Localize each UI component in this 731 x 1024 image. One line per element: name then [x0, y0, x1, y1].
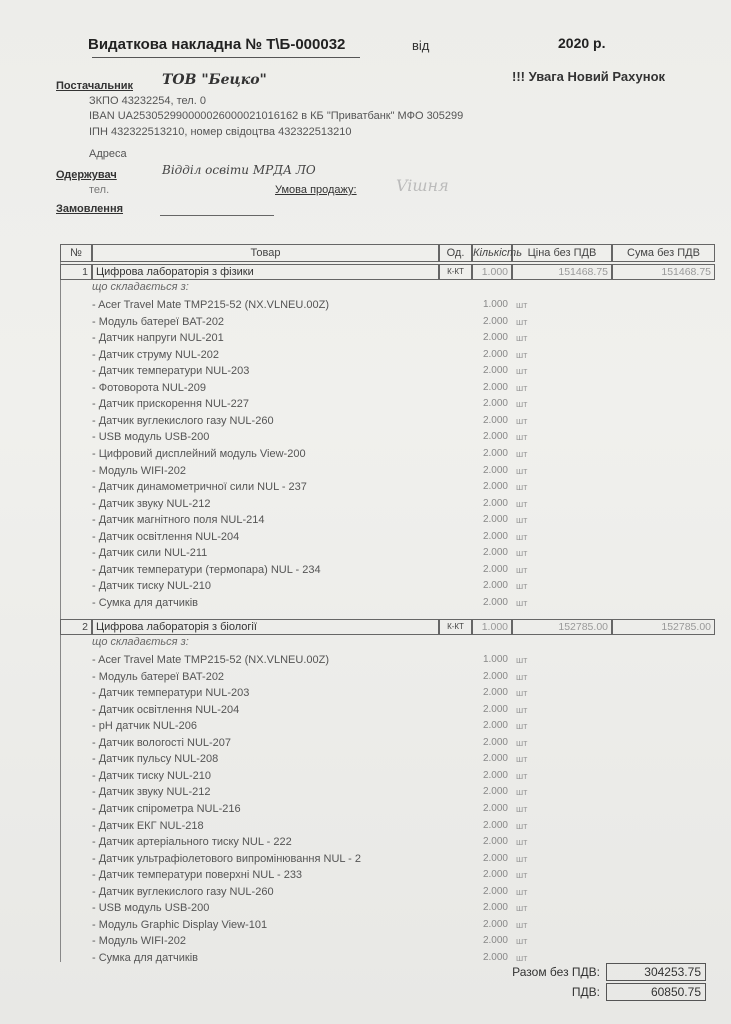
- order-label: Замовлення: [56, 203, 124, 215]
- list-item: - Датчик пульсу NUL-208: [92, 753, 219, 766]
- list-item: - Датчик температури NUL-203: [92, 365, 250, 378]
- item-unit: шт: [516, 655, 528, 665]
- item-unit: шт: [516, 349, 528, 360]
- invoice-title: Видаткова накладна № Т\Б-000032: [88, 36, 346, 53]
- header-sum: Сума без ПДВ: [612, 244, 715, 262]
- item-unit: шт: [516, 498, 528, 509]
- item-qty: 2.000: [482, 596, 508, 608]
- item-unit: шт: [516, 952, 528, 963]
- item-qty: 1.000: [482, 654, 508, 665]
- item-qty: 2.000: [482, 381, 508, 393]
- item-qty: 1.000: [482, 299, 508, 310]
- list-item: - Датчик температури (термопара) NUL - 234: [92, 563, 321, 576]
- list-item: - Датчик прискорення NUL-227: [92, 398, 250, 411]
- item-qty: 2.000: [482, 447, 508, 459]
- item-unit: шт: [516, 737, 528, 748]
- item-qty: 2.000: [482, 348, 508, 360]
- subtotal-value: 304253.75: [606, 963, 706, 981]
- item-unit: шт: [516, 837, 528, 848]
- notice-text: !!! Увага Новий Рахунок: [512, 69, 666, 84]
- item-qty: 2.000: [482, 869, 508, 881]
- item-qty: 2.000: [482, 497, 508, 509]
- row-num: 2: [60, 619, 92, 635]
- list-item: - Сумка для датчиків: [92, 951, 198, 964]
- row-price: 152785.00: [512, 619, 612, 635]
- item-unit: шт: [516, 919, 528, 930]
- item-unit: шт: [516, 448, 528, 459]
- item-unit: шт: [516, 531, 528, 542]
- list-item: - Датчик артеріального тиску NUL - 222: [92, 836, 292, 849]
- list-item: - USB модуль USB-200: [92, 902, 210, 915]
- item-unit: шт: [516, 465, 528, 476]
- item-qty: 2.000: [482, 687, 508, 699]
- list-item: - Модуль WIFI-202: [92, 935, 186, 948]
- item-qty: 2.000: [482, 918, 508, 930]
- item-unit: шт: [516, 382, 528, 393]
- header-qty: Кількість: [472, 244, 512, 262]
- row-product-name: Цифрова лабораторія з біології: [92, 619, 439, 635]
- supplier-iban: IBAN UA253052990000026000021016162 в КБ "Приватбанк" МФО 305299: [89, 110, 464, 122]
- list-item: - USB модуль USB-200: [92, 431, 210, 444]
- recipient-label: Одержувач: [56, 169, 117, 181]
- item-unit: шт: [516, 820, 528, 831]
- date-from-label: від: [412, 38, 430, 53]
- list-item: - Acer Travel Mate TMP215-52 (NX.VLNEU.00Z): [92, 299, 329, 311]
- list-item: - Модуль батереї BAT-202: [92, 315, 225, 328]
- item-unit: шт: [516, 548, 528, 559]
- item-qty: 2.000: [482, 720, 508, 732]
- header-unit: Од.: [439, 244, 472, 262]
- list-item: - Фотоворота NUL-209: [92, 381, 206, 394]
- item-unit: шт: [516, 300, 528, 310]
- table-left-border: [60, 262, 61, 962]
- item-qty: 2.000: [482, 481, 508, 493]
- item-qty: 2.000: [482, 514, 508, 526]
- vat-label: ПДВ:: [571, 985, 600, 999]
- list-item: - Датчик вологості NUL-207: [92, 736, 232, 749]
- item-qty: 2.000: [482, 951, 508, 963]
- item-qty: 2.000: [482, 365, 508, 377]
- row-unit: К-КТ: [439, 619, 472, 635]
- item-unit: шт: [516, 316, 528, 327]
- invoice-year: 2020 р.: [558, 35, 606, 51]
- supplier-label: Постачальник: [56, 80, 133, 92]
- item-unit: шт: [516, 688, 528, 699]
- row-sum: 152785.00: [612, 619, 715, 635]
- list-item: - Датчик вуглекислого газу NUL-260: [92, 885, 274, 898]
- order-underline: [160, 215, 274, 216]
- list-item: - Модуль Graphic Display View-101: [92, 918, 268, 931]
- table-header: [60, 244, 715, 262]
- item-unit: шт: [516, 366, 528, 377]
- list-item: - Датчик струму NUL-202: [92, 348, 219, 361]
- list-item: - Датчик тиску NUL-210: [92, 580, 212, 593]
- item-unit: шт: [516, 482, 528, 493]
- list-item: - Датчик ультрафіолетового випромінювання NUL - 2: [92, 852, 362, 865]
- list-item: - Датчик звуку NUL-212: [92, 786, 211, 799]
- item-unit: шт: [516, 754, 528, 765]
- item-unit: шт: [516, 564, 528, 575]
- item-unit: шт: [516, 671, 528, 682]
- item-qty: 2.000: [482, 670, 508, 682]
- supplier-edrpou: ЗКПО 43232254, тел. 0: [89, 95, 206, 107]
- recipient-name: Відділ освіти МРДА ЛО: [162, 163, 316, 177]
- list-item: - Acer Travel Mate TMP215-52 (NX.VLNEU.00Z): [92, 654, 329, 666]
- item-unit: шт: [516, 704, 528, 715]
- item-qty: 2.000: [482, 315, 508, 327]
- list-item: - Датчик освітлення NUL-204: [92, 530, 240, 543]
- list-item: - Датчик температури NUL-203: [92, 687, 250, 700]
- header-price: Ціна без ПДВ: [512, 244, 612, 262]
- item-unit: шт: [516, 432, 528, 443]
- item-unit: шт: [516, 581, 528, 592]
- list-item: - Датчик освітлення NUL-204: [92, 703, 240, 716]
- sale-terms-handwritten: Viшня: [396, 176, 449, 195]
- item-qty: 2.000: [482, 414, 508, 426]
- list-item: - Датчик магнітного поля NUL-214: [92, 514, 265, 527]
- list-item: - Датчик температури поверхні NUL - 233: [92, 869, 303, 882]
- item-qty: 2.000: [482, 935, 508, 947]
- item-unit: шт: [516, 721, 528, 732]
- list-item: - Модуль WIFI-202: [92, 464, 186, 477]
- item-qty: 2.000: [482, 530, 508, 542]
- item-qty: 2.000: [482, 703, 508, 715]
- item-qty: 2.000: [482, 836, 508, 848]
- item-unit: шт: [516, 903, 528, 914]
- recipient-phone: тел.: [89, 184, 110, 196]
- row-sum: 151468.75: [612, 264, 715, 280]
- composition-caption: що складається з:: [92, 636, 189, 648]
- item-unit: шт: [516, 415, 528, 426]
- list-item: - Датчик динамометричної сили NUL - 237: [92, 481, 307, 494]
- list-item: - Сумка для датчиків: [92, 596, 198, 609]
- list-item: - Датчик напруги NUL-201: [92, 332, 224, 345]
- item-qty: 2.000: [482, 885, 508, 897]
- item-unit: шт: [516, 853, 528, 864]
- item-unit: шт: [516, 399, 528, 410]
- supplier-name: ТОВ "Бецко": [162, 72, 267, 88]
- subtotal-label: Разом без ПДВ:: [512, 965, 600, 979]
- item-qty: 2.000: [482, 769, 508, 781]
- composition-caption: що складається з:: [92, 281, 189, 293]
- item-qty: 2.000: [482, 464, 508, 476]
- item-qty: 2.000: [482, 802, 508, 814]
- supplier-address: Адреса: [89, 148, 127, 160]
- item-qty: 2.000: [482, 332, 508, 344]
- item-qty: 2.000: [482, 563, 508, 575]
- vat-value: 60850.75: [606, 983, 706, 1001]
- row-num: 1: [60, 264, 92, 280]
- list-item: - Модуль батереї BAT-202: [92, 670, 225, 683]
- item-qty: 2.000: [482, 753, 508, 765]
- list-item: - Датчик звуку NUL-212: [92, 497, 211, 510]
- item-qty: 2.000: [482, 786, 508, 798]
- item-qty: 2.000: [482, 902, 508, 914]
- list-item: - Датчик ЕКГ NUL-218: [92, 819, 204, 832]
- list-item: - Датчик тиску NUL-210: [92, 769, 212, 782]
- header-product: Товар: [92, 244, 439, 262]
- list-item: - Датчик спірометра NUL-216: [92, 802, 241, 815]
- item-unit: шт: [516, 333, 528, 344]
- item-unit: шт: [516, 597, 528, 608]
- list-item: - pH датчик NUL-206: [92, 720, 197, 733]
- title-underline: [92, 57, 360, 58]
- row-qty: 1.000: [472, 264, 512, 280]
- item-qty: 2.000: [482, 398, 508, 410]
- item-qty: 2.000: [482, 819, 508, 831]
- item-qty: 2.000: [482, 852, 508, 864]
- row-product-name: Цифрова лабораторія з фізики: [92, 264, 439, 280]
- item-qty: 2.000: [482, 580, 508, 592]
- item-unit: шт: [516, 803, 528, 814]
- item-unit: шт: [516, 886, 528, 897]
- item-qty: 2.000: [482, 547, 508, 559]
- item-unit: шт: [516, 870, 528, 881]
- list-item: - Датчик сили NUL-211: [92, 547, 208, 560]
- item-unit: шт: [516, 770, 528, 781]
- item-unit: шт: [516, 515, 528, 526]
- sale-terms-label: Умова продажу:: [275, 184, 357, 196]
- item-unit: шт: [516, 787, 528, 798]
- row-price: 151468.75: [512, 264, 612, 280]
- table-row: [60, 619, 715, 635]
- item-qty: 2.000: [482, 431, 508, 443]
- list-item: - Цифровий дисплейний модуль View-200: [92, 447, 306, 460]
- header-num: №: [60, 244, 92, 262]
- row-unit: К-КТ: [439, 264, 472, 280]
- list-item: - Датчик вуглекислого газу NUL-260: [92, 414, 274, 427]
- supplier-ipn: ІПН 432322513210, номер свідоцтва 432322513210: [89, 126, 352, 138]
- item-unit: шт: [516, 936, 528, 947]
- item-qty: 2.000: [482, 736, 508, 748]
- table-row: [60, 264, 715, 280]
- row-qty: 1.000: [472, 619, 512, 635]
